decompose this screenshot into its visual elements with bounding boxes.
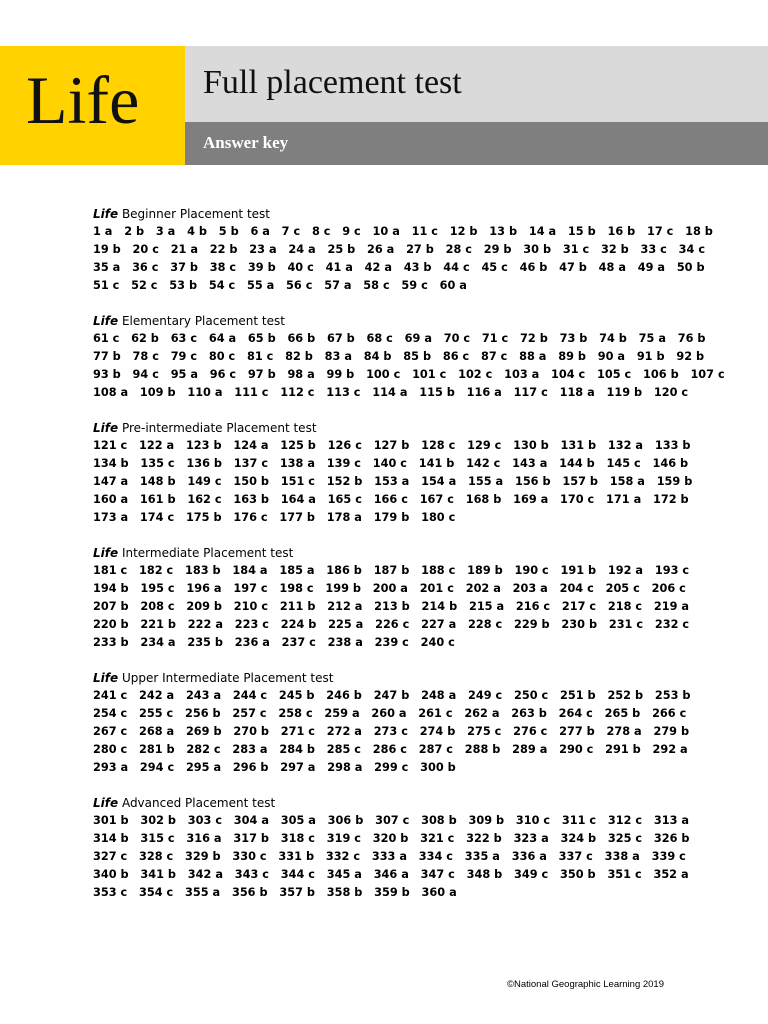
life-logo: Life (26, 62, 140, 138)
section-title-level: Pre-intermediate Placement test (118, 421, 317, 435)
answer-line: 1 a 2 b 3 a 4 b 5 b 6 a 7 c 8 c 9 c 10 a 11 c 12 b 13 b 14 a 15 b 16 b 17 c 18 b (93, 225, 713, 238)
answer-line: 194 b 195 c 196 a 197 c 198 c 199 b 200 a 201 c 202 a 203 a 204 c 205 c 206 c (93, 582, 686, 595)
page-subtitle: Answer key (203, 133, 289, 152)
answer-section (93, 544, 753, 652)
answer-line: 61 c 62 b 63 c 64 a 65 b 66 b 67 b 68 c 69 a 70 c 71 c 72 b 73 b 74 b 75 a 76 b (93, 332, 706, 345)
section-title-level: Beginner Placement test (118, 207, 270, 221)
page-title: Full placement test (203, 64, 462, 101)
answer-line: 35 a 36 c 37 b 38 c 39 b 40 c 41 a 42 a 43 b 44 c 45 c 46 b 47 b 48 a 49 a 50 b (93, 261, 705, 274)
section-title (93, 544, 753, 562)
section-title (93, 205, 753, 223)
subtitle-bar (185, 122, 768, 165)
section-title-series: Life (93, 671, 119, 685)
answer-line: 340 b 341 b 342 a 343 c 344 c 345 a 346 a 347 c 348 b 349 c 350 b 351 c 352 a (93, 868, 689, 881)
section-title-series: Life (93, 796, 119, 810)
answer-key-content (93, 205, 753, 919)
section-title-level: Advanced Placement test (118, 796, 276, 810)
answer-section (93, 205, 753, 295)
answer-line: 301 b 302 b 303 c 304 a 305 a 306 b 307 c 308 b 309 b 310 c 311 c 312 c 313 a (93, 814, 690, 827)
answer-line: 314 b 315 c 316 a 317 b 318 c 319 c 320 b 321 c 322 b 323 a 324 b 325 c 326 b (93, 832, 690, 845)
answer-line: 280 c 281 b 282 c 283 a 284 b 285 c 286 c 287 c 288 b 289 a 290 c 291 b 292 a (93, 743, 688, 756)
answer-section (93, 419, 753, 527)
answer-line: 207 b 208 c 209 b 210 c 211 b 212 a 213 b 214 b 215 a 216 c 217 c 218 c 219 a (93, 600, 690, 613)
answer-line: 147 a 148 b 149 c 150 b 151 c 152 b 153 a 154 a 155 a 156 b 157 b 158 a 159 b (93, 475, 693, 488)
answer-line: 220 b 221 b 222 a 223 c 224 b 225 a 226 c 227 a 228 c 229 b 230 b 231 c 232 c (93, 618, 690, 631)
answer-line: 134 b 135 c 136 b 137 c 138 a 139 c 140 c 141 b 142 c 143 a 144 b 145 c 146 b (93, 457, 689, 470)
answer-line: 121 c 122 a 123 b 124 a 125 b 126 c 127 b 128 c 129 c 130 b 131 b 132 a 133 b (93, 439, 691, 452)
section-title-series: Life (93, 207, 119, 221)
section-title (93, 669, 753, 687)
section-title (93, 312, 753, 330)
answer-line: 51 c 52 c 53 b 54 c 55 a 56 c 57 a 58 c 59 c 60 a (93, 279, 467, 292)
answer-line: 327 c 328 c 329 b 330 c 331 b 332 c 333 a 334 c 335 a 336 a 337 c 338 a 339 c (93, 850, 686, 863)
answer-line: 77 b 78 c 79 c 80 c 81 c 82 b 83 a 84 b 85 b 86 c 87 c 88 a 89 b 90 a 91 b 92 b (93, 350, 705, 363)
answer-line: 160 a 161 b 162 c 163 b 164 a 165 c 166 c 167 c 168 b 169 a 170 c 171 a 172 b (93, 493, 689, 506)
answer-section (93, 794, 753, 902)
section-title-series: Life (93, 314, 119, 328)
answer-line: 19 b 20 c 21 a 22 b 23 a 24 a 25 b 26 a 27 b 28 c 29 b 30 b 31 c 32 b 33 c 34 c (93, 243, 706, 256)
section-title-series: Life (93, 546, 119, 560)
answer-line: 241 c 242 a 243 a 244 c 245 b 246 b 247 b 248 a 249 c 250 c 251 b 252 b 253 b (93, 689, 691, 702)
answer-line: 181 c 182 c 183 b 184 a 185 a 186 b 187 b 188 c 189 b 190 c 191 b 192 a 193 c (93, 564, 690, 577)
answer-line: 108 a 109 b 110 a 111 c 112 c 113 c 114 a 115 b 116 a 117 c 118 a 119 b 120 c (93, 386, 689, 399)
title-bar (185, 46, 768, 122)
section-title-series: Life (93, 421, 119, 435)
answer-line: 233 b 234 a 235 b 236 a 237 c 238 a 239 c 240 c (93, 636, 455, 649)
answer-line: 93 b 94 c 95 a 96 c 97 b 98 a 99 b 100 c 101 c 102 c 103 a 104 c 105 c 106 b 107 c (93, 368, 725, 381)
answer-line: 254 c 255 c 256 b 257 c 258 c 259 a 260 a 261 c 262 a 263 b 264 c 265 b 266 c (93, 707, 687, 720)
answer-section (93, 312, 753, 402)
section-title (93, 419, 753, 437)
copyright-footer: ©National Geographic Learning 2019 (507, 979, 664, 990)
answer-line: 267 c 268 a 269 b 270 b 271 c 272 a 273 c 274 b 275 c 276 c 277 b 278 a 279 b (93, 725, 690, 738)
section-title-level: Elementary Placement test (118, 314, 285, 328)
answer-line: 293 a 294 c 295 a 296 b 297 a 298 a 299 c 300 b (93, 761, 456, 774)
answer-line: 173 a 174 c 175 b 176 c 177 b 178 a 179 b 180 c (93, 511, 456, 524)
answer-section (93, 669, 753, 777)
section-title-level: Upper Intermediate Placement test (118, 671, 334, 685)
section-title (93, 794, 753, 812)
answer-line: 353 c 354 c 355 a 356 b 357 b 358 b 359 b 360 a (93, 886, 457, 899)
section-title-level: Intermediate Placement test (118, 546, 294, 560)
